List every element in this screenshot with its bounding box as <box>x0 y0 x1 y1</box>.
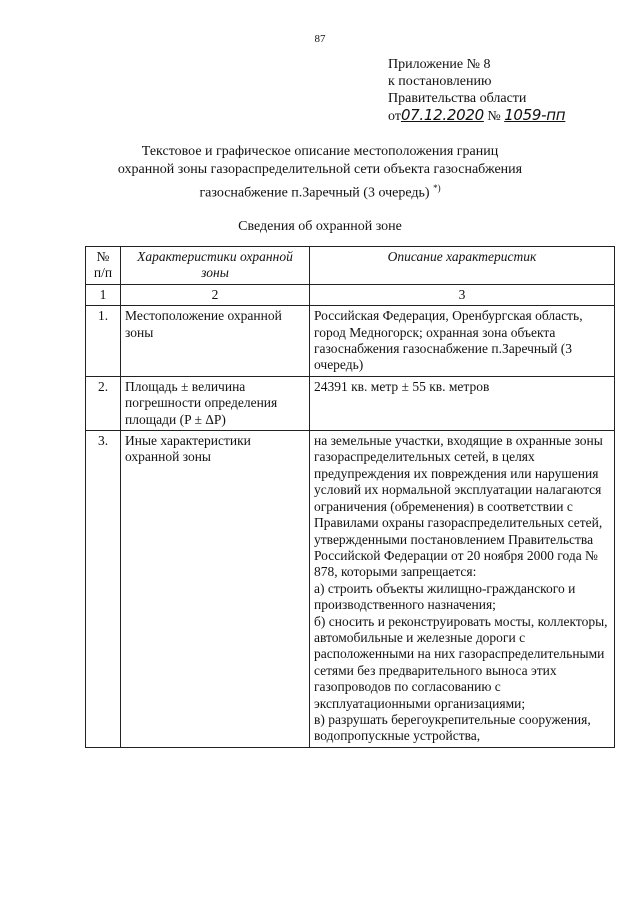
section-subtitle: Сведения об охранной зоне <box>238 219 402 234</box>
row-description <box>310 431 615 748</box>
annex-number-sign: № <box>487 109 501 124</box>
page-number: 87 <box>314 33 326 45</box>
annex-date-number <box>388 107 565 125</box>
column-number-1: 1 <box>86 284 121 305</box>
title-line-3: газоснабжение п.Заречный (3 очередь) *) <box>199 183 441 201</box>
row-description-text: на земельные участки, входящие в охранные зоны газораспределительных сетей, в целях предупреждения их повреждения или нарушения условий их нормальной эксплуатации налагаются ограничения (обременения) в соответствии с Правилами охраны газораспределительных сетей, утвержденными постановлением Правительства Российской Федерации от 20 ноября 2000 года № 878, которыми запрещается: <box>314 433 603 580</box>
column-number-2: 2 <box>121 284 310 305</box>
row-description-text: 24391 кв. метр ± 55 кв. метров <box>314 378 490 394</box>
row-num: 2. <box>86 376 121 430</box>
table-row <box>86 431 615 748</box>
column-number-3: 3 <box>310 284 615 305</box>
restriction-item-c: в) разрушать берегоукрепительные сооружения, водопропускные устройства, <box>314 711 591 744</box>
header-description: Описание характеристик <box>310 247 615 285</box>
annex-date-handwritten: 07.12.2020 <box>400 106 484 124</box>
title-line-1: Текстовое и графическое описание местоположения границ <box>141 144 499 159</box>
row-description-text: Российская Федерация, Оренбургская область, город Медногорск; охранная зона объекта газоснабжения газоснабжение п.Заречный (3 очередь) <box>314 308 583 373</box>
row-num: 3. <box>86 431 121 748</box>
restriction-item-b: б) сносить и реконструировать мосты, коллекторы, автомобильные и железные дороги с расположенными на них газораспределительными сетями без предварительного выноса этих газопроводов по согласованию с эксплуатационными организациями; <box>314 613 608 711</box>
header-num: № п/п <box>86 247 121 285</box>
annex-title: Приложение № 8 <box>388 57 491 72</box>
annex-resolution: к постановлению <box>388 74 492 89</box>
row-description <box>310 306 615 377</box>
row-description <box>310 376 615 430</box>
row-name: Иные характеристики охранной зоны <box>121 431 310 748</box>
table-row <box>86 306 615 377</box>
annex-block <box>388 56 565 125</box>
annex-from: от <box>388 109 401 124</box>
annex-government: Правительства области <box>388 91 527 106</box>
row-name: Местоположение охранной зоны <box>121 306 310 377</box>
column-number-row <box>86 284 615 305</box>
restriction-item-a: а) строить объекты жилищно-гражданского и производственного назначения; <box>314 580 576 613</box>
footnote-mark: *) <box>433 183 441 193</box>
document-title <box>0 143 640 203</box>
table-row <box>86 376 615 430</box>
table-header-row <box>86 247 615 285</box>
row-num: 1. <box>86 306 121 377</box>
header-characteristics: Характеристики охранной зоны <box>121 247 310 285</box>
row-name: Площадь ± величина погрешности определения площади (P ± ΔP) <box>121 376 310 430</box>
title-line-2: охранной зоны газораспределительной сети объекта газоснабжения <box>117 162 523 177</box>
annex-number-handwritten: 1059-пп <box>504 106 566 124</box>
zone-info-table <box>85 246 615 748</box>
